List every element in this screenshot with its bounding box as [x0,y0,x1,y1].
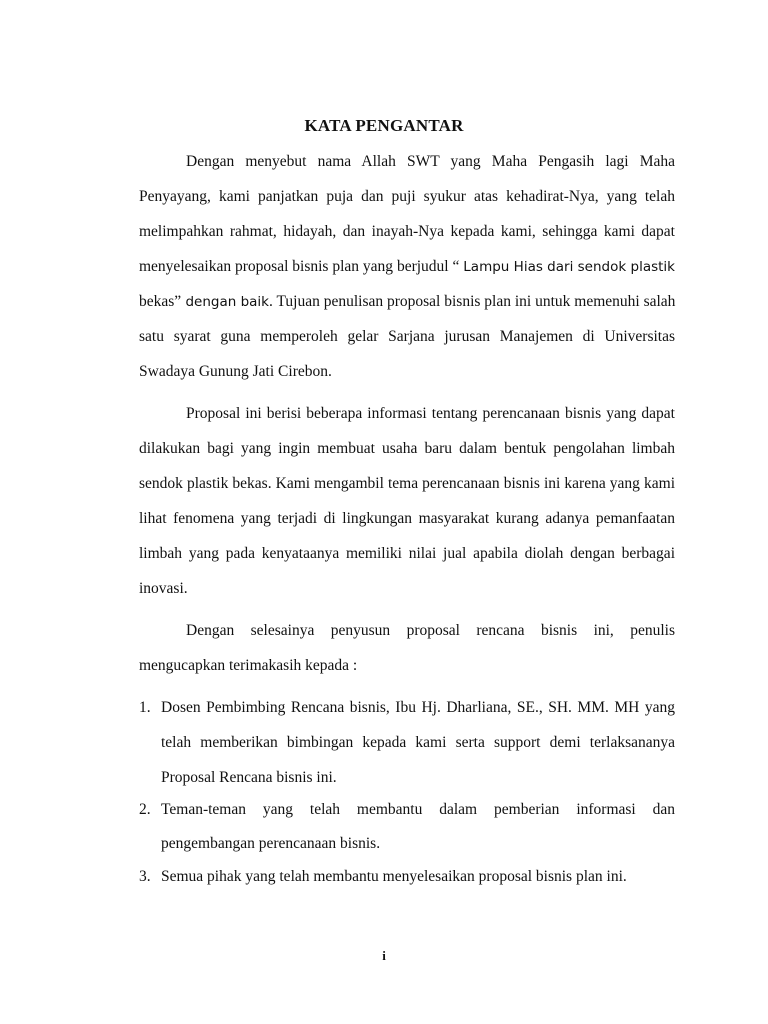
paragraph-2-line-6: inovasi. [139,580,188,597]
paragraph-1-line-4 [139,257,675,277]
page-title: KATA PENGANTAR [304,116,464,135]
paragraph-1-line-3: melimpahkan rahmat, hidayah, dan inayah-Nya kepada kami, sehingga kami dapat [139,223,675,240]
list-item-3-line-1: Semua pihak yang telah membantu menyelesaikan proposal bisnis plan ini. [161,868,627,885]
paragraph-2-line-2: dilakukan bagi yang ingin membuat usaha baru dalam bentuk pengolahan limbah [139,440,675,457]
paragraph-2-line-3: sendok plastik bekas. Kami mengambil tema perencanaan bisnis ini karena yang kami [139,475,675,492]
paragraph-1-line-2: Penyayang, kami panjatkan puja dan puji syukur atas kehadirat-Nya, yang telah [139,188,675,205]
list-item-1-number: 1. [139,699,151,716]
list-item-1-line-2: telah memberikan bimbingan kepada kami serta support demi terlaksananya [161,734,675,751]
paragraph-1-line-5-text-c: . Tujuan penulisan proposal bisnis plan ini untuk memenuhi salah [269,293,676,310]
paragraph-3-line-1: Dengan selesainya penyusun proposal rencana bisnis ini, penulis [186,622,675,639]
proposal-title-text: Lampu Hias dari sendok plastik [463,259,675,275]
list-item-1-line-1: Dosen Pembimbing Rencana bisnis, Ibu Hj. Dharliana, SE., SH. MM. MH yang [161,699,675,716]
paragraph-1-line-4-text: menyelesaikan proposal bisnis plan yang berjudul “ [139,258,464,275]
paragraph-1-line-1: Dengan menyebut nama Allah SWT yang Maha Pengasih lagi Maha [186,153,675,170]
page-number: i [382,948,386,963]
paragraph-1-line-7: Swadaya Gunung Jati Cirebon. [139,363,332,380]
paragraph-1-line-5 [139,292,675,312]
list-item-2-number: 2. [139,801,151,818]
list-item-1-line-3: Proposal Rencana bisnis ini. [161,769,337,786]
list-item-2-line-1: Teman-teman yang telah membantu dalam pemberian informasi dan [161,801,675,818]
paragraph-2-line-5: limbah yang pada kenyataanya memiliki nilai jual apabila diolah dengan berbagai [139,545,675,562]
paragraph-1-line-5-text-a: bekas” [139,293,182,310]
list-item-3-number: 3. [139,868,151,885]
paragraph-2-line-1: Proposal ini berisi beberapa informasi tentang perencanaan bisnis yang dapat [186,405,675,422]
paragraph-1-line-5-alt-text: dengan baik [181,294,269,310]
paragraph-1-line-6: satu syarat guna memperoleh gelar Sarjana jurusan Manajemen di Universitas [139,328,675,345]
paragraph-3-line-2: mengucapkan terimakasih kepada : [139,657,358,674]
paragraph-2-line-4: lihat fenomena yang terjadi di lingkungan masyarakat kurang adanya pemanfaatan [139,510,675,527]
list-item-2-line-2: pengembangan perencanaan bisnis. [161,835,381,852]
